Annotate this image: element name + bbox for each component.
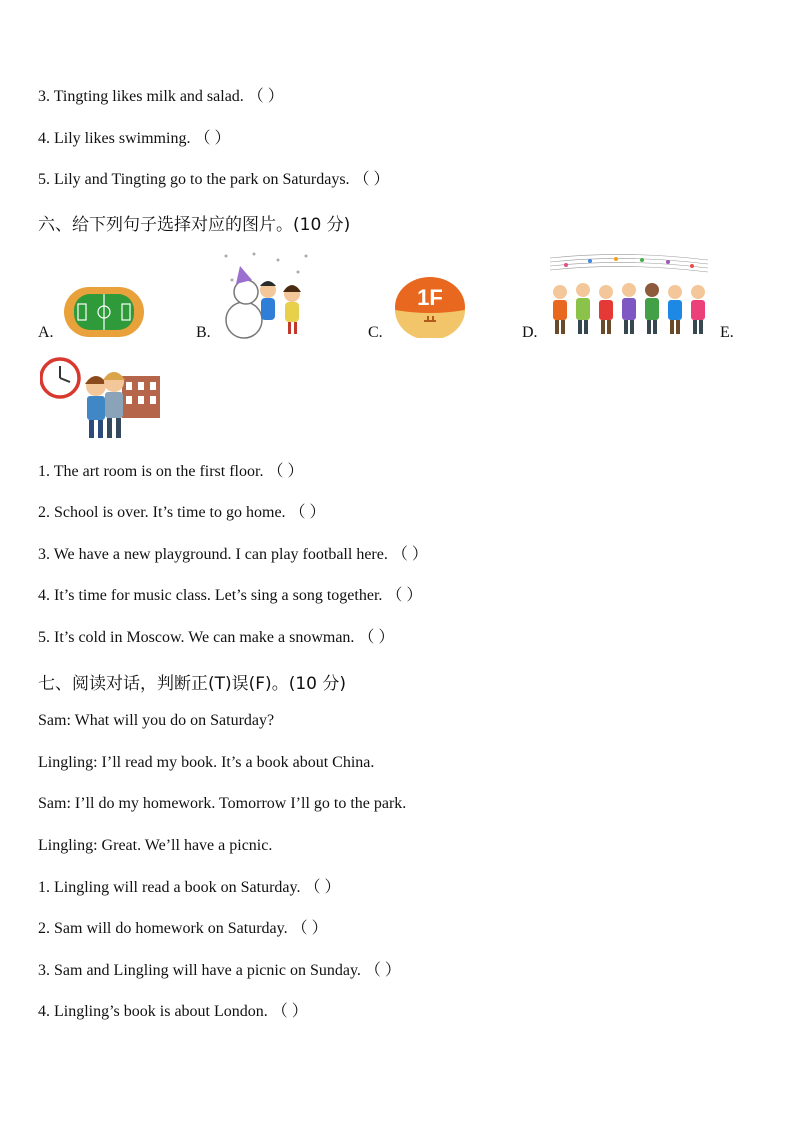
question-line: 2. School is over. It’s time to go home. （ ） [38, 504, 326, 521]
going-home-picture [40, 356, 162, 442]
floor-badge: 1F [417, 285, 443, 310]
playground-picture [62, 283, 146, 341]
answer-blank[interactable]: （ ） [267, 463, 304, 480]
child-coat [261, 298, 275, 320]
snowman-head [234, 280, 258, 304]
answer-blank[interactable]: （ ） [304, 879, 341, 896]
option-label: B. [196, 324, 211, 341]
option-label: A. [38, 324, 54, 341]
answer-blank[interactable]: （ ） [353, 171, 390, 188]
snowman-picture [218, 250, 314, 342]
question-line: 3. Sam and Lingling will have a picnic on Sunday. （ ） [38, 962, 401, 979]
dialogue-line: Lingling: I’ll read my book. It’s a book about China. [38, 754, 375, 771]
question-line: 3. Tingting likes milk and salad. （ ） [38, 88, 284, 105]
answer-blank[interactable]: （ ） [364, 962, 401, 979]
question-line: 1. Lingling will read a book on Saturday. （ ） [38, 879, 341, 896]
children-group [553, 283, 705, 334]
question-line: 1. The art room is on the first floor. （ ） [38, 463, 304, 480]
question-line: 3. We have a new playground. I can play football here. （ ） [38, 546, 428, 563]
answer-blank[interactable]: （ ） [391, 546, 428, 563]
snowman-body [226, 302, 262, 338]
answer-blank[interactable]: （ ） [289, 504, 326, 521]
answer-blank[interactable]: （ ） [194, 130, 231, 147]
answer-blank[interactable]: （ ） [291, 920, 328, 937]
answer-blank[interactable]: （ ） [271, 1003, 308, 1020]
section-heading: 七、阅读对话，判断正(T)误(F)。(10 分) [38, 674, 346, 694]
child-figure [105, 392, 123, 418]
dialogue-line: Sam: What will you do on Saturday? [38, 712, 275, 729]
question-line: 5. Lily and Tingting go to the park on Saturdays. （ ） [38, 171, 390, 188]
option-label: D. [522, 324, 538, 341]
question-line: 4. Lingling’s book is about London. （ ） [38, 1003, 308, 1020]
singing-children-picture [546, 248, 712, 340]
question-line: 2. Sam will do homework on Saturday. （ ） [38, 920, 328, 937]
question-line: 5. It’s cold in Moscow. We can make a snowman. （ ） [38, 629, 395, 646]
answer-blank[interactable]: （ ） [358, 629, 395, 646]
question-line: 4. Lily likes swimming. （ ） [38, 130, 231, 147]
dialogue-line: Sam: I’ll do my homework. Tomorrow I’ll go to the park. [38, 795, 407, 812]
child-coat [285, 302, 299, 322]
answer-blank[interactable]: （ ） [247, 88, 284, 105]
answer-blank[interactable]: （ ） [386, 587, 423, 604]
dialogue-line: Lingling: Great. We’ll have a picnic. [38, 837, 273, 854]
question-line: 4. It’s time for music class. Let’s sing a song together. （ ） [38, 587, 423, 604]
first-floor-picture [394, 276, 466, 338]
option-label: E. [720, 324, 734, 341]
child-figure [87, 396, 105, 420]
section-heading: 六、给下列句子选择对应的图片。(10 分) [38, 215, 351, 235]
option-label: C. [368, 324, 383, 341]
